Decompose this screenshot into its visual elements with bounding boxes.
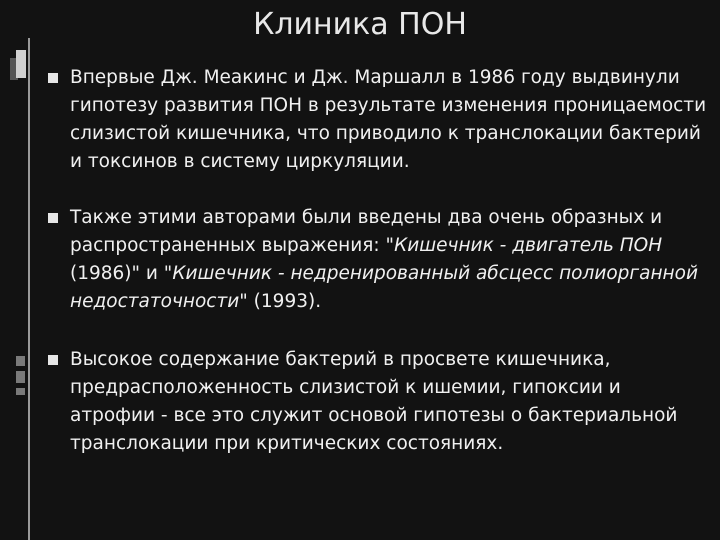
decorative-square-1 (16, 356, 25, 366)
quote-gut-abscess: Кишечник - недренированный абсцесс полиорганной недостаточности (70, 263, 698, 312)
decorative-square-3 (16, 388, 25, 395)
decorative-block-light (16, 50, 26, 78)
bullet-item-1 (48, 64, 708, 176)
square-bullet-icon (48, 73, 58, 83)
bullet-list (48, 64, 708, 486)
quote-gut-motor: Кишечник - двигатель ПОН (394, 235, 663, 256)
bullet-text-part1: Также этими авторами были введены два очень образных и распространенных выражения: " (70, 207, 663, 256)
bullet-text: Высокое содержание бактерий в просвете кишечника, предрасположенность слизистой к ишемии, гипоксии и атрофии - все это служит основой гипотезы о бактериальной транслокации при критических состояниях. (70, 349, 678, 454)
decorative-vertical-line (28, 38, 30, 540)
decorative-square-2 (16, 371, 25, 383)
bullet-text-part2: (1986)" и " (70, 263, 173, 284)
square-bullet-icon (48, 213, 58, 223)
bullet-text-part3: " (1993). (239, 291, 322, 312)
bullet-text: Впервые Дж. Меакинс и Дж. Маршалл в 1986 году выдвинули гипотезу развития ПОН в результате изменения проницаемости слизистой кишечника, что приводило к транслокации бактерий и токсинов в систему циркуляции. (70, 67, 707, 172)
bullet-item-3 (48, 346, 708, 458)
slide-title: Клиника ПОН (253, 7, 467, 42)
bullet-item-2 (48, 204, 708, 316)
square-bullet-icon (48, 355, 58, 365)
